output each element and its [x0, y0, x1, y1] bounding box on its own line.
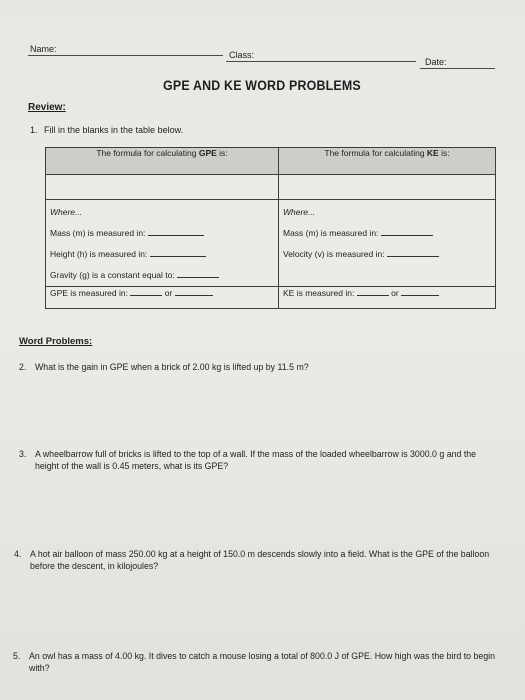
problem-5-number: 5. — [13, 651, 21, 661]
ke-measured-cell — [279, 287, 496, 309]
gpe-header-bold: GPE — [198, 148, 217, 158]
gpe-mass-label: Mass (m) is measured in: — [50, 228, 146, 238]
ke-formula-header — [279, 148, 496, 175]
gpe-header-suffix: is: — [216, 148, 228, 158]
gpe-formula-answer-cell[interactable] — [46, 175, 279, 200]
ke-mass-row — [283, 223, 491, 244]
ke-measured-label: KE is measured in: — [283, 288, 355, 298]
gpe-height-blank[interactable] — [150, 248, 206, 257]
ke-formula-answer-cell[interactable] — [279, 175, 496, 200]
question-1-text: Fill in the blanks in the table below. — [44, 125, 184, 135]
ke-velocity-blank[interactable] — [387, 248, 439, 257]
ke-header-bold: KE — [426, 148, 439, 158]
formula-table — [45, 147, 496, 309]
question-1-number: 1. — [30, 125, 38, 135]
gpe-gravity-label: Gravity (g) is a constant equal to: — [50, 270, 175, 280]
page-title: GPE AND KE WORD PROBLEMS — [163, 78, 361, 93]
name-line — [28, 55, 223, 56]
problem-5 — [13, 650, 499, 674]
date-line — [420, 68, 495, 69]
gpe-unit-blank-2[interactable] — [175, 287, 213, 296]
problem-4-text: A hot air balloon of mass 250.00 kg at a height of 150.0 m descends slowly into a field. What is the GPE of the balloon before the descent, in kilojoules? — [30, 549, 490, 571]
gpe-gravity-blank[interactable] — [177, 269, 219, 278]
gpe-formula-header — [46, 148, 279, 175]
problem-4 — [14, 548, 498, 572]
class-label: Class: — [229, 50, 255, 60]
word-problems-heading: Word Problems: — [19, 336, 93, 347]
ke-or-label: or — [391, 288, 399, 298]
problem-3 — [19, 448, 497, 472]
gpe-unit-blank-1[interactable] — [130, 287, 162, 296]
gpe-where-label: Where... — [50, 207, 83, 217]
gpe-header-text: The formula for calculating — [96, 148, 199, 158]
problem-3-number: 3. — [19, 449, 27, 459]
ke-header-text: The formula for calculating — [324, 148, 427, 158]
ke-header-suffix: is: — [438, 148, 450, 158]
gpe-measured-cell — [46, 287, 279, 309]
gpe-mass-blank[interactable] — [148, 227, 204, 236]
class-line — [226, 61, 416, 62]
problem-2 — [19, 361, 499, 373]
ke-where-label: Where... — [283, 207, 316, 217]
gpe-or-label: or — [164, 288, 173, 298]
ke-unit-blank-2[interactable] — [401, 287, 439, 296]
gpe-gravity-row — [50, 265, 274, 286]
ke-unit-blank-1[interactable] — [357, 287, 389, 296]
problem-5-text: An owl has a mass of 4.00 kg. It dives to catch a mouse losing a total of 800.0 J of GPE. How high was the bird to begin with? — [29, 651, 496, 673]
date-label: Date: — [425, 57, 447, 67]
ke-velocity-label: Velocity (v) is measured in: — [283, 249, 385, 259]
name-label: Name: — [30, 44, 57, 54]
problem-2-number: 2. — [19, 362, 27, 372]
problem-4-number: 4. — [14, 549, 22, 559]
ke-velocity-row — [283, 244, 491, 265]
gpe-height-row — [50, 244, 274, 265]
ke-mass-blank[interactable] — [381, 227, 433, 236]
ke-mass-label: Mass (m) is measured in: — [283, 228, 379, 238]
problem-2-text: What is the gain in GPE when a brick of 2.00 kg is lifted up by 11.5 m? — [35, 362, 309, 372]
gpe-height-label: Height (h) is measured in: — [50, 249, 148, 259]
question-1 — [30, 125, 183, 135]
gpe-where-cell — [46, 200, 279, 287]
problem-3-text: A wheelbarrow full of bricks is lifted to the top of a wall. If the mass of the loaded wheelbarrow is 3000.0 g and the height of the wall is 0.45 meters, what is its GPE? — [35, 449, 477, 471]
ke-where-cell — [279, 200, 496, 287]
gpe-mass-row — [50, 223, 274, 244]
gpe-measured-label: GPE is measured in: — [50, 288, 128, 298]
review-heading: Review: — [28, 102, 66, 113]
